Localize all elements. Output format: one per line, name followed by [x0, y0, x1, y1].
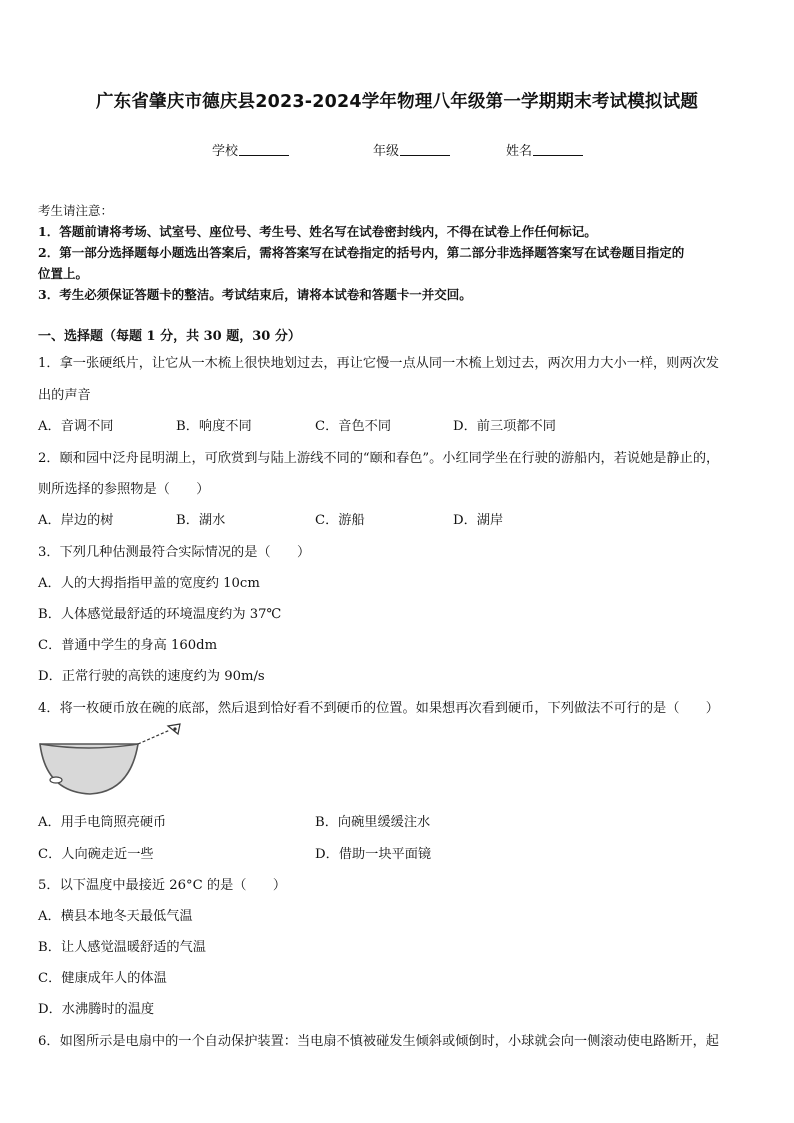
q5-option-c[interactable]: C．健康成年人的体温: [38, 971, 167, 986]
q4-option-a[interactable]: A．用手电筒照亮硬币: [38, 815, 167, 830]
school-blank[interactable]: [239, 143, 289, 156]
question-4-stem: 4．将一枚硬币放在碗的底部，然后退到恰好看不到硬币的位置。如果想再次看到硬币，下列做法不可行的是（ ）: [38, 701, 719, 716]
page-title: 广东省肇庆市德庆县2023-2024学年物理八年级第一学期期末考试模拟试题: [95, 92, 699, 112]
name-label: 姓名: [506, 144, 533, 159]
q5-option-b[interactable]: B．让人感觉温暖舒适的气温: [38, 940, 206, 955]
q2-option-c[interactable]: C．游船: [315, 513, 365, 528]
school-label: 学校: [212, 144, 239, 159]
sight-line-icon: [138, 730, 170, 744]
q5-option-a[interactable]: A．横县本地冬天最低气温: [38, 909, 193, 924]
q1-option-c[interactable]: C．音色不同: [315, 419, 392, 434]
coin-icon: [50, 777, 62, 783]
name-field[interactable]: [506, 140, 583, 159]
q1-option-b[interactable]: B．响度不同: [176, 419, 252, 434]
q4-option-c[interactable]: C．人向碗走近一些: [38, 847, 154, 862]
notice-heading: 考生请注意：: [38, 203, 114, 218]
question-2-stem-cont: 则所选择的参照物是（ ）: [38, 482, 210, 497]
q3-option-b[interactable]: B．人体感觉最舒适的环境温度约为 37℃: [38, 607, 282, 622]
student-info-row: [0, 140, 794, 160]
question-3-stem: 3．下列几种估测最符合实际情况的是（ ）: [38, 545, 311, 560]
bowl-coin-figure: [38, 722, 188, 802]
school-field[interactable]: [212, 140, 289, 159]
section-title: 一、选择题（每题 1 分，共 30 题，30 分）: [38, 329, 301, 344]
notice-item-3: 3．考生必须保证答题卡的整洁。考试结束后，请将本试卷和答题卡一并交回。: [38, 287, 472, 302]
q4-option-b[interactable]: B．向碗里缓缓注水: [315, 815, 431, 830]
q1-option-a[interactable]: A．音调不同: [38, 419, 114, 434]
q2-option-b[interactable]: B．湖水: [176, 513, 226, 528]
q4-option-d[interactable]: D．借助一块平面镜: [315, 847, 432, 862]
q5-option-d[interactable]: D．水沸腾时的温度: [38, 1002, 155, 1017]
q2-option-a[interactable]: A．岸边的树: [38, 513, 114, 528]
grade-label: 年级: [373, 144, 400, 159]
question-5-stem: 5．以下温度中最接近 26°C 的是（ ）: [38, 878, 287, 893]
grade-field[interactable]: [373, 140, 450, 159]
notice-item-2-cont: 位置上。: [38, 266, 89, 281]
notice-block: [38, 200, 764, 305]
grade-blank[interactable]: [400, 143, 450, 156]
notice-item-1: 1．答题前请将考场、试室号、座位号、考生号、姓名写在试卷密封线内，不得在试卷上作任何标记。: [38, 224, 597, 239]
q2-option-d[interactable]: D．湖岸: [453, 513, 504, 528]
question-2-stem: 2．颐和园中泛舟昆明湖上，可欣赏到与陆上游线不同的“颐和春色”。小红同学坐在行驶的游船内，若说她是静止的，: [38, 451, 720, 466]
q1-option-d[interactable]: D．前三项都不同: [453, 419, 556, 434]
name-blank[interactable]: [533, 143, 583, 156]
q3-option-c[interactable]: C．普通中学生的身高 160dm: [38, 638, 218, 653]
question-1-stem: 1．拿一张硬纸片，让它从一木梳上很快地划过去，再让它慢一点从同一木梳上划过去，两次用力大小一样，则两次发: [38, 356, 719, 371]
q3-option-a[interactable]: A．人的大拇指指甲盖的宽度约 10cm: [38, 576, 260, 591]
notice-item-2: 2．第一部分选择题每小题选出答案后，需将答案写在试卷指定的括号内，第二部分非选择题答案写在试卷题目指定的: [38, 245, 685, 260]
q3-option-d[interactable]: D．正常行驶的高铁的速度约为 90m/s: [38, 669, 265, 684]
question-1-stem-cont: 出的声音: [38, 388, 91, 403]
question-6-stem: 6．如图所示是电扇中的一个自动保护装置：当电扇不慎被碰发生倾斜或倾倒时，小球就会向一侧滚动使电路断开，起: [38, 1034, 719, 1049]
